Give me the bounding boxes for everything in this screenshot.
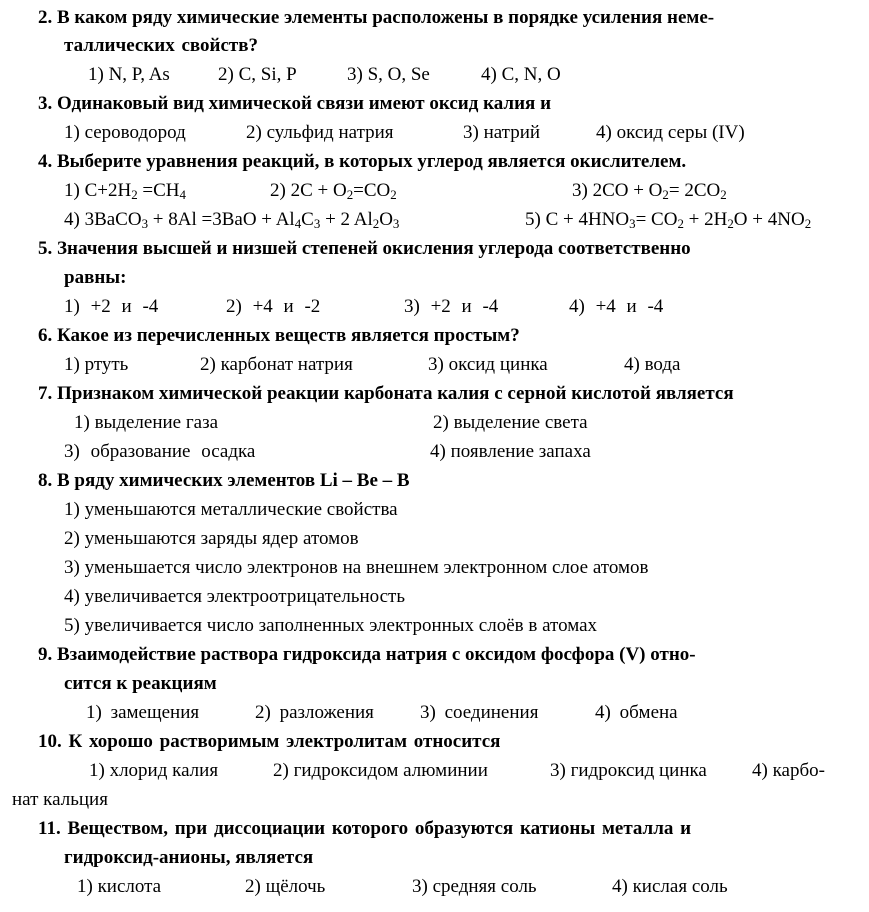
question-4-stem: 4. Выберите уравнения реакций, в которых углерод является окислителем. (38, 151, 687, 172)
question-2-stem-line-1: 2. В каком ряду химические элементы расположены в порядке усиления неме- (38, 7, 715, 28)
question-2-stem-line-2: таллических свойств? (64, 35, 258, 56)
option-4-3: 3) $2CO + O_2= 2CO_2$ (572, 180, 727, 203)
question-3-stem: 3. Одинаковый вид химической связи имеют оксид калия и (38, 93, 552, 114)
option-2-2: 2) C, Si, P (218, 64, 297, 85)
option-11-1: 1) кислота (77, 876, 162, 897)
question-11-stem-line-2: гидроксид-анионы, является (64, 847, 314, 868)
option-8-3: 3) уменьшается число электронов на внешнем электронном слое атомов (64, 557, 649, 578)
option-7-2: 2) выделение света (433, 412, 588, 433)
option-7-4: 4) появление запаха (430, 441, 591, 462)
question-9-stem-line-1: 9. Взаимодействие раствора гидроксида натрия с оксидом фосфора (V) отно- (38, 644, 696, 665)
option-8-5: 5) увеличивается число заполненных электронных слоёв в атомах (64, 615, 598, 636)
option-7-1: 1) выделение газа (74, 412, 219, 433)
option-10-4-continuation: нат кальция (12, 789, 108, 810)
option-2-1: 1) N, P, As (88, 64, 170, 85)
option-9-3: 3) соединения (420, 702, 539, 723)
option-4-2: 2) $2C + O_2=CO_2$ (270, 180, 397, 203)
option-11-4: 4) кислая соль (612, 876, 728, 897)
option-3-1: 1) сероводород (64, 122, 186, 143)
question-5-stem-line-2: равны: (64, 267, 127, 288)
question-11-stem-line-1: 11. Веществом, при диссоциации которого образуются катионы металла и (38, 818, 692, 839)
option-8-4: 4) увеличивается электроотрицательность (64, 586, 406, 607)
option-11-3: 3) средняя соль (412, 876, 537, 897)
question-8-stem: 8. В ряду химических элементов Li – Be – B (38, 470, 410, 491)
option-4-1: 1) $C+2H_2 =CH_4$ (64, 180, 186, 203)
option-2-3: 3) S, O, Se (347, 64, 430, 85)
option-8-1: 1) уменьшаются металлические свойства (64, 499, 398, 520)
option-5-1: 1) +2 и -4 (64, 296, 159, 317)
option-10-1: 1) хлорид калия (89, 760, 219, 781)
option-5-2: 2) +4 и -2 (226, 296, 321, 317)
option-10-4: 4) карбо- (752, 760, 825, 781)
question-5-stem-line-1: 5. Значения высшей и низшей степеней окисления углерода соответственно (38, 238, 691, 259)
option-8-2: 2) уменьшаются заряды ядер атомов (64, 528, 359, 549)
option-4-4: 4) 3BaCO$_3$ + $8Al =3BaO + Al_4C_3 + 2$ $Al_2O_3$ (64, 209, 400, 232)
option-3-2: 2) сульфид натрия (246, 122, 394, 143)
option-9-4: 4) обмена (595, 702, 678, 723)
option-11-2: 2) щёлочь (245, 876, 326, 897)
question-6-stem: 6. Какое из перечисленных веществ является простым? (38, 325, 520, 346)
option-4-5: 5) $C + 4HNO_3= CO_2 + 2H_2O + 4NO_2$ (525, 209, 812, 232)
option-6-1: 1) ртуть (64, 354, 129, 375)
option-7-3: 3) образование осадка (64, 441, 256, 462)
question-7-stem: 7. Признаком химической реакции карбоната калия с серной кислотой является (38, 383, 734, 404)
option-5-3: 3) +2 и -4 (404, 296, 499, 317)
option-9-1: 1) замещения (86, 702, 200, 723)
option-6-3: 3) оксид цинка (428, 354, 548, 375)
option-9-2: 2) разложения (255, 702, 374, 723)
question-10-stem: 10. К хорошо растворимым электролитам относится (38, 731, 501, 752)
option-6-4: 4) вода (624, 354, 681, 375)
option-10-3: 3) гидроксид цинка (550, 760, 707, 781)
option-10-2: 2) гидроксидом алюминии (273, 760, 488, 781)
option-6-2: 2) карбонат натрия (200, 354, 353, 375)
question-9-stem-line-2: сится к реакциям (64, 673, 217, 694)
option-2-4: 4) C, N, O (481, 64, 561, 85)
option-5-4: 4) +4 и -4 (569, 296, 664, 317)
option-3-4: 4) оксид серы (IV) (596, 122, 745, 143)
option-3-3: 3) натрий (463, 122, 541, 143)
